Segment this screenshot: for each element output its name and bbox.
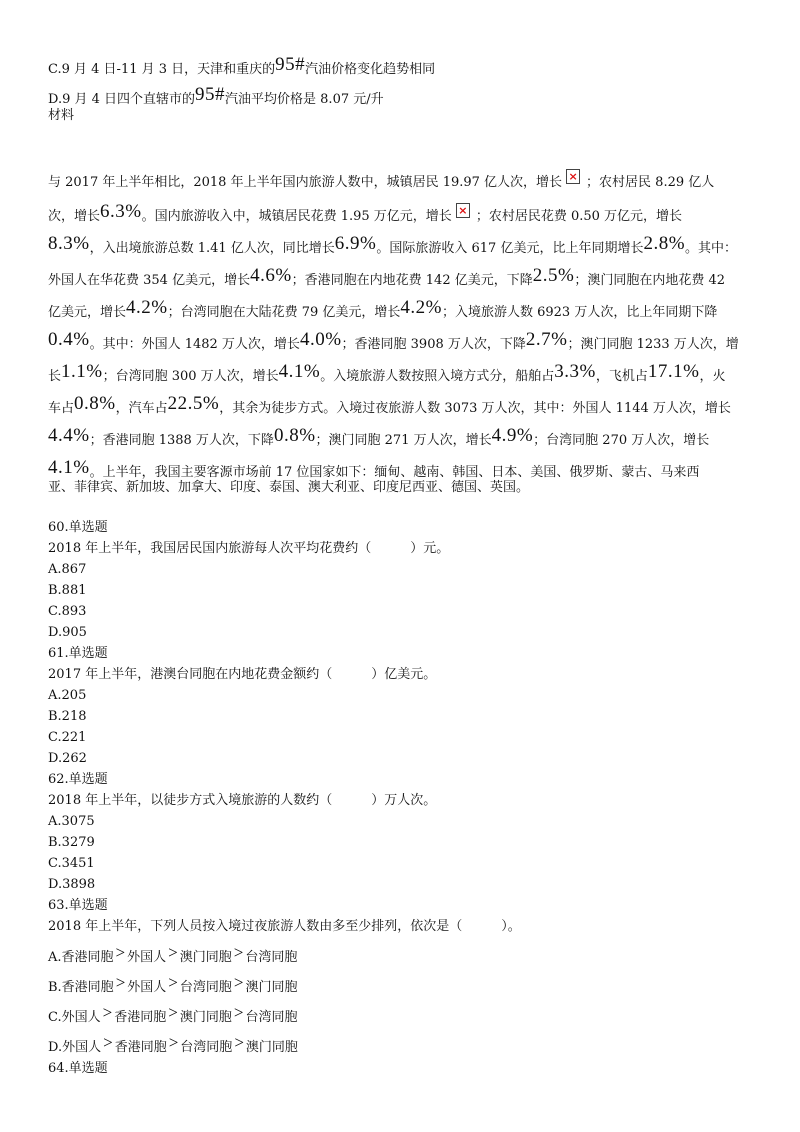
option-text: D.9 月 4 日四个直辖市的 [48,92,196,107]
option-d[interactable]: D.905 [48,625,87,640]
option-text: 汽油价格变化趋势相同 [305,62,436,77]
material-line: 亿美元，增长4.2%；台湾同胞在大陆花费 79 亿美元，增长4.2%；入境旅游人数 6923 万人次，比上年同期下降 [48,297,718,320]
broken-image-icon [566,169,580,184]
option-d[interactable]: D.3898 [48,877,96,892]
material-label: 材料 [48,108,75,123]
material-line: 4.4%；香港同胞 1388 万人次，下降0.8%；澳门同胞 271 万人次，增长4.9%；台湾同胞 270 万人次，增长 [48,425,710,448]
question-header: 60.单选题 [48,520,108,535]
question-header: 64.单选题 [48,1061,108,1076]
option-d[interactable]: D.外国人 > 香港同胞 > 台湾同胞 > 澳门同胞 [48,1033,298,1055]
prev-option-c [48,54,436,80]
material-line: 与 2017 年上半年相比，2018 年上半年国内旅游人数中，城镇居民 19.97 亿人次，增长× ；农村居民 8.29 亿人 [48,173,714,193]
option-c[interactable]: C.893 [48,604,87,619]
option-text: C.9 月 4 日-11 月 3 日，天津和重庆的 [48,62,276,77]
material-line: 4.1%。上半年，我国主要客源市场前 17 位国家如下：缅甸、越南、韩国、日本、美国、俄罗斯、蒙古、马来西 [48,457,700,480]
broken-image-icon [456,203,470,218]
option-a[interactable]: A.205 [48,688,87,703]
option-a[interactable]: A.香港同胞 > 外国人 > 澳门同胞 > 台湾同胞 [48,943,298,965]
material-line: 车占0.8%，汽车占22.5%，其余为徒步方式。入境过夜旅游人数 3073 万人次，其中：外国人 1144 万人次，增长 [48,393,731,416]
question-header: 63.单选题 [48,898,108,913]
question-stem: 2018 年上半年，以徒步方式入境旅游的人数约（ ）万人次。 [48,793,437,808]
option-d[interactable]: D.262 [48,751,87,766]
question-stem: 2017 年上半年，港澳台同胞在内地花费金额约（ ）亿美元。 [48,667,437,682]
option-b[interactable]: B.218 [48,709,87,724]
option-c[interactable]: C.外国人 > 香港同胞 > 澳门同胞 > 台湾同胞 [48,1003,298,1025]
question-stem: 2018 年上半年，我国居民国内旅游每人次平均花费约（ ）元。 [48,541,450,556]
material-line: 长1.1%；台湾同胞 300 万人次，增长4.1%。入境旅游人数按照入境方式分，船舶占3.3%，飞机占17.1%，火 [48,361,726,384]
option-b[interactable]: B.3279 [48,835,95,850]
option-a[interactable]: A.3075 [48,814,95,829]
material-line: 0.4%。其中：外国人 1482 万人次，增长4.0%；香港同胞 3908 万人次，下降2.7%；澳门同胞 1233 万人次，增 [48,329,739,352]
option-c[interactable]: C.3451 [48,856,95,871]
question-stem: 2018 年上半年，下列人员按入境过夜旅游人数由多至少排列，依次是（ ）。 [48,919,521,934]
question-header: 61.单选题 [48,646,108,661]
option-b[interactable]: B.香港同胞 > 外国人 > 台湾同胞 > 澳门同胞 [48,973,298,995]
option-a[interactable]: A.867 [48,562,87,577]
material-line: 外国人在华花费 354 亿美元，增长4.6%；香港同胞在内地花费 142 亿美元，下降2.5%；澳门同胞在内地花费 42 [48,265,725,288]
fuel-grade: 95# [275,54,306,75]
option-c[interactable]: C.221 [48,730,87,745]
material-line: 次，增长6.3%。国内旅游收入中，城镇居民花费 1.95 万亿元，增长× ；农村居民花费 0.50 万亿元，增长 [48,205,682,227]
option-text: 汽油平均价格是 8.07 元/升 [225,92,384,107]
prev-option-d [48,84,384,110]
option-b[interactable]: B.881 [48,583,87,598]
material-line: 8.3%，入出境旅游总数 1.41 亿人次，同比增长6.9%。国际旅游收入 617 亿美元，比上年同期增长2.8%。其中： [48,233,738,256]
fuel-grade: 95# [195,84,226,105]
material-line: 亚、菲律宾、新加坡、加拿大、印度、泰国、澳大利亚、印度尼西亚、德国、英国。 [48,480,530,495]
question-header: 62.单选题 [48,772,108,787]
